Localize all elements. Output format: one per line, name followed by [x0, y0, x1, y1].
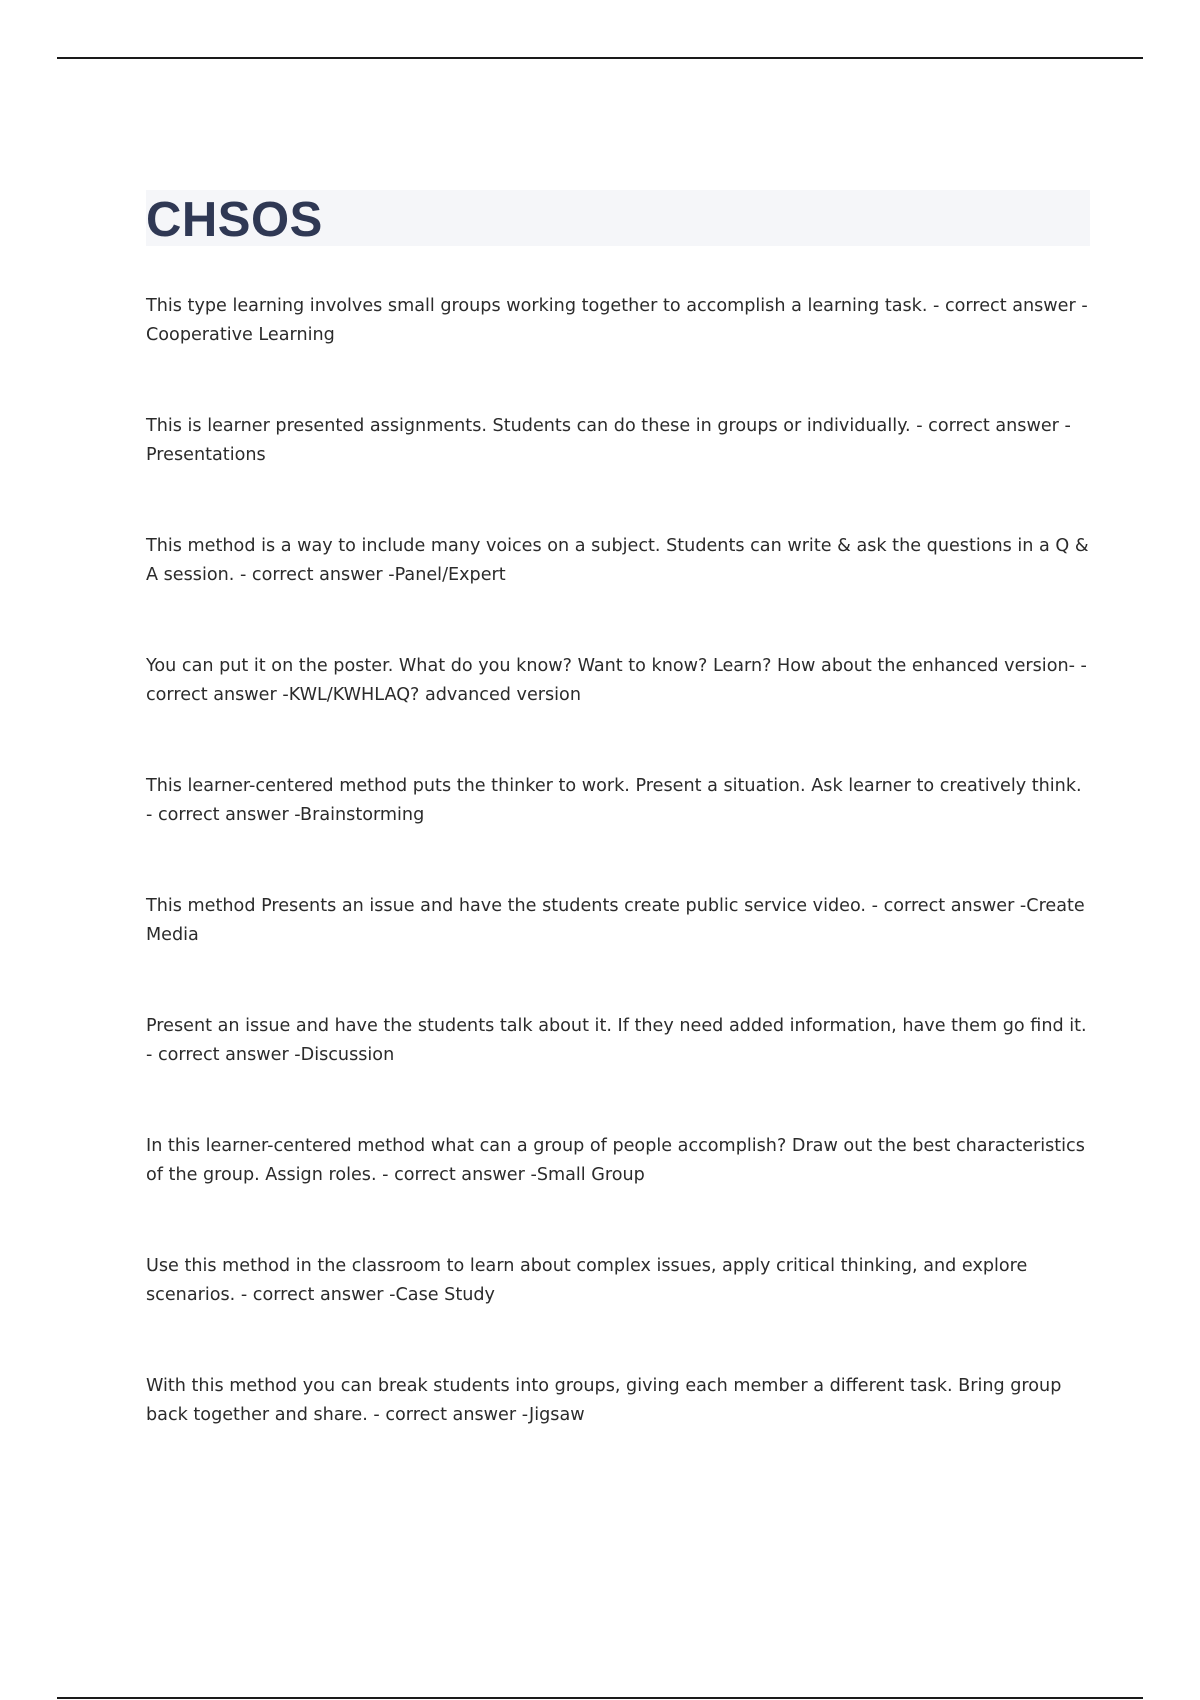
- qa-item: This type learning involves small groups working together to accomplish a learning task.- correct answer -Cooperative Learning: [146, 292, 1090, 350]
- answer-marker: correct answer: [157, 1045, 289, 1065]
- answer-text: Discussion: [300, 1045, 395, 1065]
- qa-item: This method Presents an issue and have the students create public service video.- correct answer -Create Media: [146, 892, 1090, 950]
- answer-marker: correct answer: [252, 1285, 384, 1305]
- question-text: This method is a way to include many voices on a subject. Students can write & ask the questions in a Q & A session.: [146, 536, 1089, 585]
- question-text: This method Presents an issue and have the students create public service video.: [146, 896, 867, 916]
- qa-item: This is learner presented assignments. Students can do these in groups or individually.- correct answer -Presentations: [146, 412, 1090, 470]
- answer-text: Brainstorming: [300, 805, 425, 825]
- answer-marker: correct answer: [146, 685, 277, 705]
- qa-list: [146, 292, 1090, 1430]
- qa-item: Present an issue and have the students talk about it. If they need added information, have them go find it.- correct answer -Discussion: [146, 1012, 1090, 1070]
- qa-item: This method is a way to include many voices on a subject. Students can write & ask the questions in a Q & A session.- correct answer -Panel/Expert: [146, 532, 1090, 590]
- question-text: In this learner-centered method what can a group of people accomplish? Draw out the best characteristics of the group. Assign roles.: [146, 1136, 1085, 1185]
- qa-item: In this learner-centered method what can a group of people accomplish? Draw out the best characteristics of the group. Assign roles.- correct answer -Small Group: [146, 1132, 1090, 1190]
- answer-marker: correct answer: [251, 565, 383, 585]
- question-text: This is learner presented assignments. Students can do these in groups or individually.: [146, 416, 911, 436]
- answer-text: Panel/Expert: [394, 565, 506, 585]
- question-text: This type learning involves small groups working together to accomplish a learning task.: [146, 296, 928, 316]
- answer-text: KWL/KWHLAQ? advanced version: [288, 685, 581, 705]
- answer-marker: correct answer: [945, 296, 1076, 316]
- title-band: [146, 190, 1090, 246]
- qa-item: With this method you can break students into groups, giving each member a different task. Bring group back together and share.- correct answer -Jigsaw: [146, 1372, 1090, 1430]
- question-text: This learner-centered method puts the thinker to work. Present a situation. Ask learner to creatively think.: [146, 776, 1082, 796]
- answer-marker: correct answer: [394, 1165, 525, 1185]
- document-title: CHSOS: [146, 192, 323, 247]
- answer-text: Small Group: [536, 1165, 645, 1185]
- answer-text: Create Media: [146, 896, 1085, 945]
- document-body: [146, 190, 1090, 1492]
- answer-text: Cooperative Learning: [146, 325, 335, 345]
- bottom-rule: [57, 1697, 1143, 1699]
- question-text: You can put it on the poster. What do you know? Want to know? Learn? How about the enhanced version-: [146, 656, 1075, 676]
- question-text: With this method you can break students into groups, giving each member a different task. Bring group back together and share.: [146, 1376, 1062, 1425]
- answer-marker: correct answer: [385, 1405, 517, 1425]
- qa-item: Use this method in the classroom to learn about complex issues, apply critical thinking, and explore scenarios.- correct answer -Case Study: [146, 1252, 1090, 1310]
- question-text: Present an issue and have the students talk about it. If they need added information, have them go find it.: [146, 1016, 1087, 1036]
- top-rule: [57, 57, 1143, 59]
- answer-marker: correct answer: [883, 896, 1015, 916]
- question-text: Use this method in the classroom to learn about complex issues, apply critical thinking, and explore scenarios.: [146, 1256, 1028, 1305]
- qa-item: This learner-centered method puts the thinker to work. Present a situation. Ask learner to creatively think.- correct answer -Brainstorming: [146, 772, 1090, 830]
- answer-text: Jigsaw: [529, 1405, 585, 1425]
- answer-text: Presentations: [146, 445, 266, 465]
- answer-marker: correct answer: [157, 805, 289, 825]
- answer-text: Case Study: [395, 1285, 495, 1305]
- qa-item: You can put it on the poster. What do you know? Want to know? Learn? How about the enhanced version-- correct answer -KWL/KWHLAQ? advanced version: [146, 652, 1090, 710]
- answer-marker: correct answer: [928, 416, 1059, 436]
